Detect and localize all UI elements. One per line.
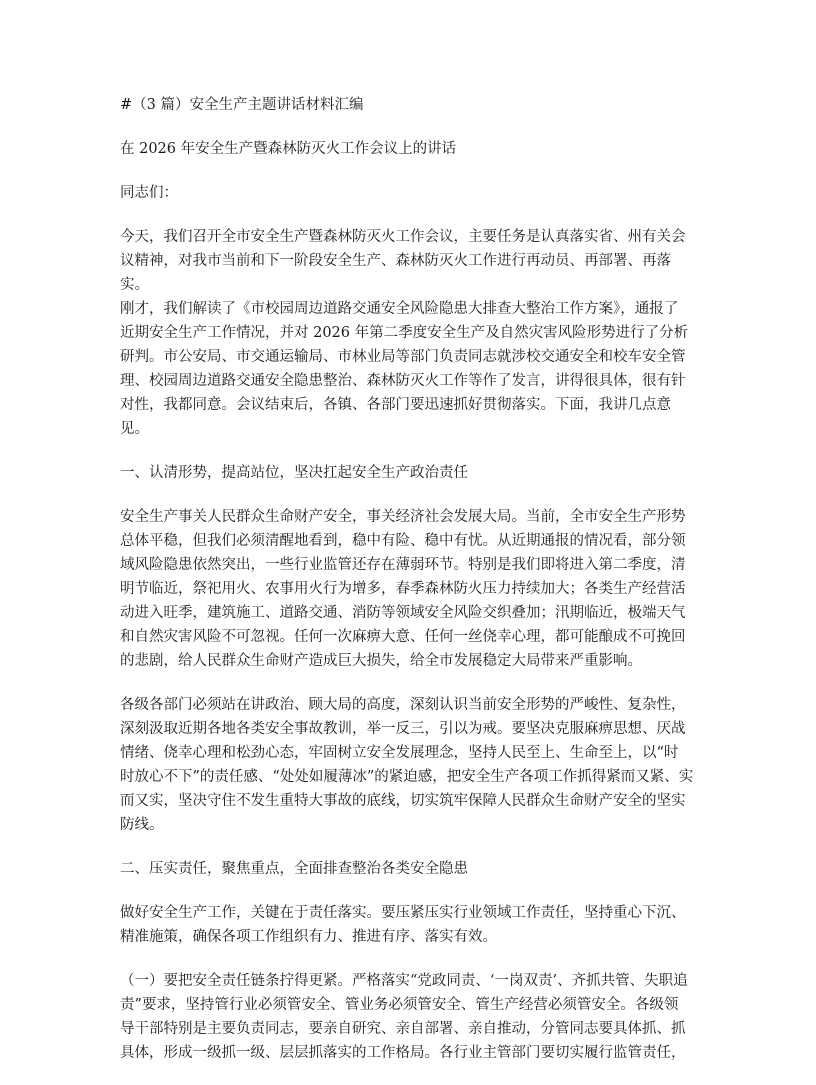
- paragraph-line: 深刻汲取近期各地各类安全事故教训，举一反三，引以为戒。要坚决克服麻痹思想、厌战: [120, 721, 686, 737]
- speech-title: 在 2026 年安全生产暨森林防灭火工作会议上的讲话: [120, 141, 457, 157]
- paragraph-line: 明节临近，祭祀用火、农事用火行为增多，春季森林防火压力持续加大；各类生产经营活: [120, 581, 686, 597]
- paragraph-line: （一）要把安全责任链条拧得更紧。严格落实“党政同责、‘一岗双责’、齐抓共管、失职追: [120, 973, 688, 989]
- paragraph-line: 具体，形成一级抓一级、层层抓落实的工作格局。各行业主管部门要切实履行监管责任，: [120, 1045, 686, 1061]
- paragraph-line: 域风险隐患依然突出，一些行业监管还存在薄弱环节。特别是我们即将进入第二季度，清: [120, 557, 686, 573]
- section-heading-1: 一、认清形势，提高站位，坚决扛起安全生产政治责任: [120, 465, 468, 481]
- paragraph-intro: [120, 225, 696, 441]
- paragraph-responsibility: [120, 693, 696, 837]
- paragraph-line: 的悲剧，给人民群众生命财产造成巨大损失，给全市发展稳定大局带来严重影响。: [120, 653, 642, 669]
- section-heading-2: 二、压实责任，聚焦重点，全面排查整治各类安全隐患: [120, 861, 468, 877]
- paragraph-line: 时放心不下”的责任感、“处处如履薄冰”的紧迫感，把安全生产各项工作抓得紧而又紧、实: [120, 769, 694, 785]
- salutation: 同志们：: [120, 185, 178, 201]
- paragraph-line: 防线。: [120, 817, 164, 833]
- paragraph-line: 近期安全生产工作情况，并对 2026 年第二季度安全生产及自然灾害风险形势进行了分析: [120, 325, 689, 341]
- paragraph-line: 情绪、侥幸心理和松劲心态，牢固树立安全发展理念，坚持人民至上、生命至上，以“时: [120, 745, 679, 761]
- paragraph-line: 安全生产事关人民群众生命财产安全，事关经济社会发展大局。当前，全市安全生产形势: [120, 509, 686, 525]
- paragraph-line: 责”要求，坚持管行业必须管安全、管业务必须管安全、管生产经营必须管安全。各级领: [120, 997, 679, 1013]
- paragraph-line: 刚才，我们解读了《市校园周边道路交通安全风险隐患大排查大整治工作方案》，通报了: [120, 301, 679, 317]
- paragraph-line: 对性，我都同意。会议结束后，各镇、各部门要迅速抓好贯彻落实。下面，我讲几点意见。: [120, 397, 671, 437]
- paragraph-subsection-1: [120, 969, 696, 1065]
- paragraph-line: 理、校园周边道路交通安全隐患整治、森林防灭火工作等作了发言，讲得很具体，很有针: [120, 373, 686, 389]
- paragraph-line: 而又实，坚决守住不发生重特大事故的底线，切实筑牢保障人民群众生命财产安全的坚实: [120, 793, 686, 809]
- paragraph-line: 精准施策，确保各项工作组织有力、推进有序、落实有效。: [120, 929, 497, 945]
- paragraph-line: 动进入旺季，建筑施工、道路交通、消防等领域安全风险交织叠加；汛期临近，极端天气: [120, 605, 686, 621]
- document-title: #（3 篇）安全生产主题讲话材料汇编: [120, 97, 364, 113]
- paragraph-line: 导干部特别是主要负责同志，要亲自研究、亲自部署、亲自推动，分管同志要具体抓、抓: [120, 1021, 686, 1037]
- paragraph-line: 做好安全生产工作，关键在于责任落实。要压紧压实行业领域工作责任，坚持重心下沉、: [120, 905, 686, 921]
- paragraph-line: 议精神，对我市当前和下一阶段安全生产、森林防灭火工作进行再动员、再部署、再落实。: [120, 253, 671, 293]
- paragraph-line: 和自然灾害风险不可忽视。任何一次麻痹大意、任何一丝侥幸心理，都可能酿成不可挽回: [120, 629, 686, 645]
- paragraph-situation: [120, 505, 696, 673]
- paragraph-line: 总体平稳，但我们必须清醒地看到，稳中有险、稳中有忧。从近期通报的情况看，部分领: [120, 533, 686, 549]
- paragraph-key-point: [120, 901, 696, 949]
- paragraph-line: 今天，我们召开全市安全生产暨森林防灭火工作会议，主要任务是认真落实省、州有关会: [120, 229, 686, 245]
- paragraph-line: 各级各部门必须站在讲政治、顾大局的高度，深刻认识当前安全形势的严峻性、复杂性，: [120, 697, 686, 713]
- paragraph-line: 研判。市公安局、市交通运输局、市林业局等部门负责同志就涉校交通安全和校车安全管: [120, 349, 686, 365]
- document-page: [120, 93, 696, 1085]
